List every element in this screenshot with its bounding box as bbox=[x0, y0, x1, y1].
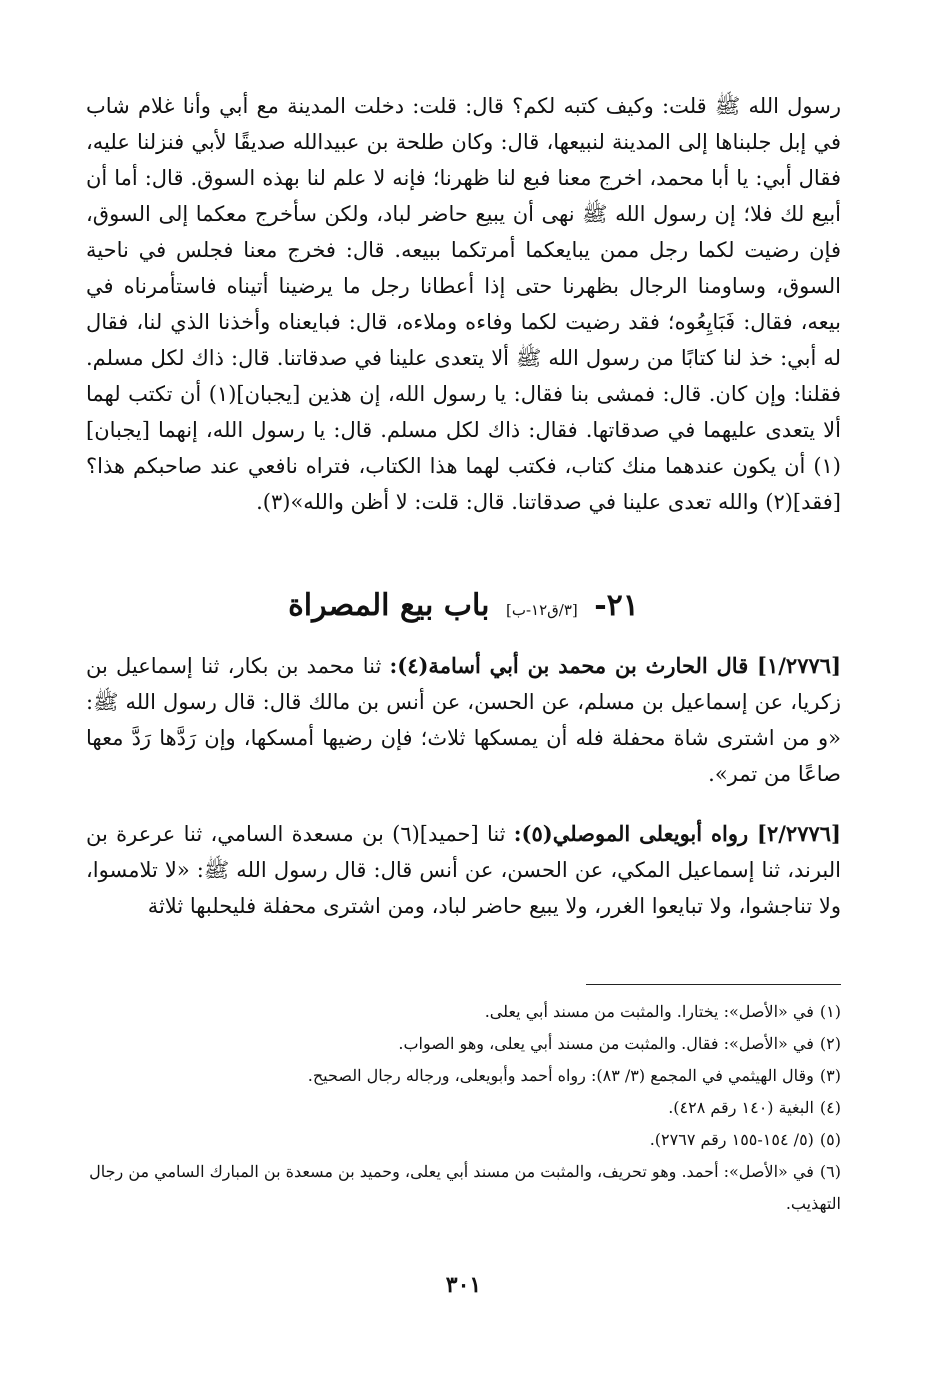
hadith-2-paragraph bbox=[86, 816, 841, 924]
footnote-text: وقال الهيثمي في المجمع (٣/ ٨٣): رواه أحمد وأبويعلى، ورجاله رجال الصحيح. bbox=[307, 1066, 814, 1085]
hadith-1-paragraph bbox=[86, 648, 841, 792]
footnote-text: في «الأصل»: أحمد. وهو تحريف، والمثبت من مسند أبي يعلى، وحميد بن مسعدة بن المبارك السامي من رجال التهذيب. bbox=[89, 1162, 841, 1213]
manuscript-ref: [٣/ق١٢-ب] bbox=[505, 601, 578, 619]
footnote-divider bbox=[586, 984, 841, 985]
footnotes bbox=[86, 996, 841, 1220]
footnote-number: (١) bbox=[819, 1002, 841, 1021]
footnote bbox=[86, 1028, 841, 1060]
chapter-number: ٢١- bbox=[594, 588, 639, 623]
hadith-2-text: ثنا [حميد](٦) بن مسعدة السامي، ثنا عرعرة بن البرند، ثنا إسماعيل المكي، عن الحسن، عن أنس قال: قال رسول الله ﷺ: «لا تلامسوا، ولا تناجشوا، ولا تبايعوا الغرر، ولا يبيع حاضر لباد، ومن اشترى محفلة فليحلبها ثلاثة bbox=[86, 822, 841, 918]
footnote-number: (٦) bbox=[819, 1162, 841, 1181]
footnote-text: في «الأصل»: يختارا. والمثبت من مسند أبي يعلى. bbox=[484, 1002, 814, 1021]
page-number: ٣٠١ bbox=[445, 1272, 482, 1298]
footnote bbox=[86, 1092, 841, 1124]
footnote bbox=[86, 1060, 841, 1092]
footnote-text: البغية (١٤٠ رقم ٤٢٨). bbox=[668, 1098, 814, 1117]
chapter-title: باب بيع المصراة bbox=[288, 588, 490, 623]
hadith-2-lead: [٢/٢٧٧٦] رواه أبويعلى الموصلي(٥): bbox=[513, 821, 841, 846]
footnote-number: (٤) bbox=[819, 1098, 841, 1117]
hadith-1-text: ثنا محمد بن بكار، ثنا إسماعيل بن زكريا، عن إسماعيل بن مسلم، عن الحسن، عن أنس بن مالك قال: قال رسول الله ﷺ: «و من اشترى شاة محفلة فله أن يمسكها ثلاث؛ فإن رضيها أمسكها، وإن رَدَّها رَدَّ معها صاعًا من تمر». bbox=[86, 654, 841, 786]
prelude-paragraph bbox=[86, 88, 841, 520]
footnote-text: (٥/ ١٥٤-١٥٥ رقم ٢٧٦٧). bbox=[649, 1130, 814, 1149]
footnote bbox=[86, 996, 841, 1028]
footnote-number: (٢) bbox=[819, 1034, 841, 1053]
footnote-number: (٥) bbox=[819, 1130, 841, 1149]
footnote bbox=[86, 1156, 841, 1220]
footnote-text: في «الأصل»: فقال. والمثبت من مسند أبي يعلى، وهو الصواب. bbox=[398, 1034, 814, 1053]
footnote bbox=[86, 1124, 841, 1156]
prelude-text: رسول الله ﷺ قلت: وكيف كتبه لكم؟ قال: قلت: دخلت المدينة مع أبي وأنا غلام شاب في إبل جلبناها إلى المدينة لنبيعها، قال: وكان طلحة بن عبيدالله صديقًا لأبي فنزلنا عليه، فقال أبي: يا أبا محمد، اخرج معنا فبع لنا ظهرنا؛ فإنه لا علم لنا بهذه السوق. قال: أما أن أبيع لك فلا؛ إن رسول الله ﷺ نهى أن يبيع حاضر لباد، ولكن سأخرج معكما إلى السوق، فإن رضيت لكما رجل ممن يبايعكما أمرتكما ببيعه. قال: فخرج معنا فجلس في ناحية السوق، وساومنا الرجال بظهرنا حتى إذا أعطانا رجل ما يرضينا أتيناه فاستأمرناه في بيعه، فقال: فَبَايِعُوه؛ فقد رضيت لكما وفاءه وملاءه، قال: فبايعناه وأخذنا الذي لنا، فقال له أبي: خذ لنا كتابًا من رسول الله ﷺ ألا يتعدى علينا في صدقاتنا. قال: ذاك لكل مسلم. فقلنا: وإن كان. قال: فمشى بنا فقال: يا رسول الله، إن هذين [يجبان](١) أن تكتب لهما ألا يتعدى عليهما في صدقاتها. فقال: ذاك لكل مسلم. قال: يا رسول الله، إنهما [يجبان](١) أن يكون عندهما منك كتاب، فكتب لهما هذا الكتاب، فتراه نافعي عند صاحبكم هذا؟ [فقد](٢) والله تعدى علينا في صدقاتنا. قال: قلت: لا أظن والله»(٣). bbox=[86, 94, 841, 514]
hadith-1-lead: [١/٢٧٧٦] قال الحارث بن محمد بن أبي أسامة(٤): bbox=[389, 653, 841, 678]
footnote-number: (٣) bbox=[819, 1066, 841, 1085]
chapter-heading bbox=[86, 584, 841, 632]
